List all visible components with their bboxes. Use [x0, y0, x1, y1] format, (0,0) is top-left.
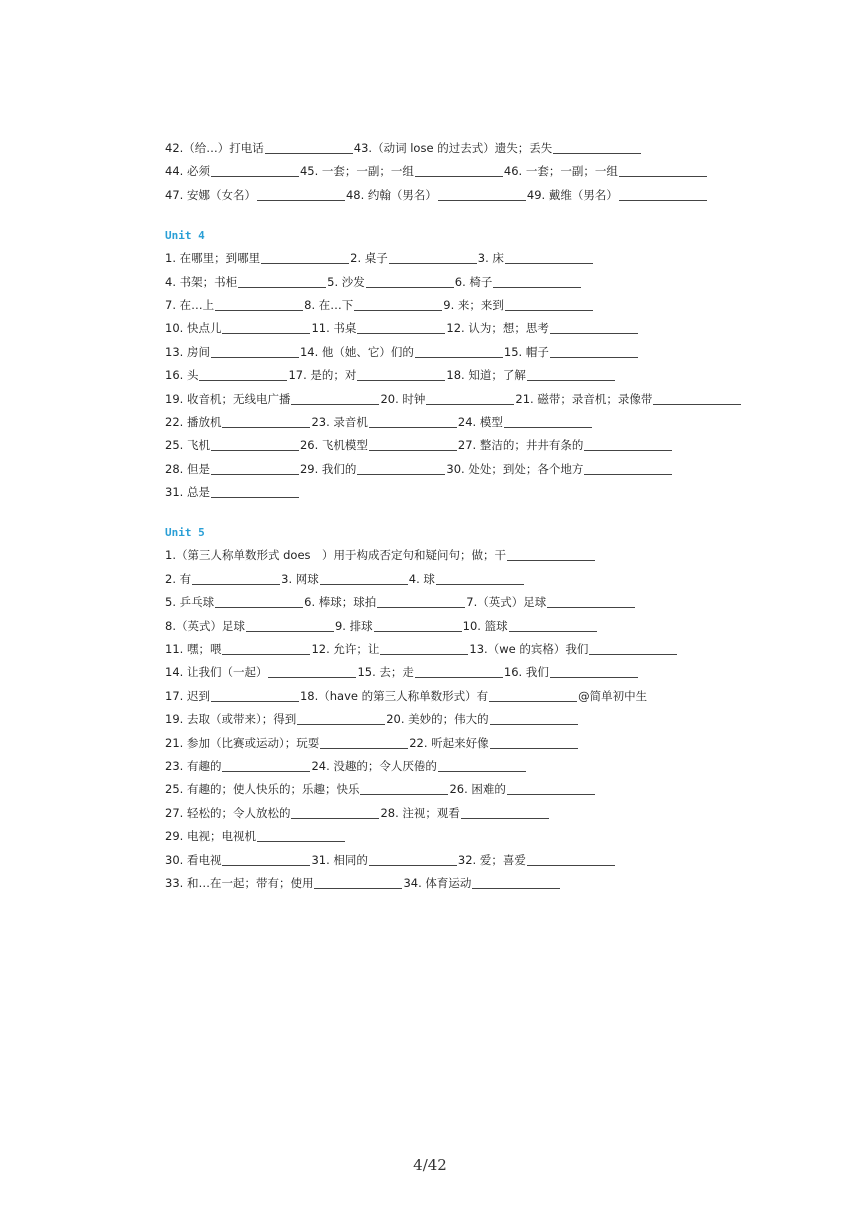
vocab-item: 17. 是的；对: [288, 368, 357, 383]
vocab-item: 1.（第三人称单数形式 does ）用于构成否定句和疑问句；做；干: [165, 548, 507, 563]
vocab-line: [165, 568, 725, 591]
vocab-item: 27. 整洁的；井井有条的: [457, 438, 584, 453]
answer-blank[interactable]: [389, 251, 477, 264]
answer-blank[interactable]: [291, 392, 379, 405]
vocab-item: 25. 有趣的；使人快乐的；乐趣；快乐: [165, 782, 360, 797]
vocab-item: 30. 处处；到处；各个地方: [446, 461, 584, 476]
vocab-item: 14. 让我们（一起）: [165, 665, 268, 680]
vocab-item: 25. 飞机: [165, 438, 210, 453]
vocab-item: 9. 排球: [334, 618, 373, 633]
vocab-item: 7. 在…上: [165, 297, 215, 312]
unit4-section: [165, 247, 725, 504]
vocab-item: 28. 注视；观看: [380, 805, 460, 820]
answer-blank[interactable]: [507, 548, 595, 561]
answer-blank[interactable]: [505, 251, 593, 264]
unit5-section: [165, 544, 725, 895]
answer-blank[interactable]: [653, 392, 741, 405]
answer-blank[interactable]: [369, 853, 457, 866]
answer-blank[interactable]: [438, 188, 526, 201]
answer-blank[interactable]: [426, 392, 514, 405]
vocab-item: 23. 有趣的: [165, 758, 222, 773]
vocab-item: 34. 体育运动: [403, 875, 472, 890]
answer-blank[interactable]: [265, 141, 353, 154]
vocab-line: [165, 755, 725, 778]
vocab-line: [165, 458, 725, 481]
answer-blank[interactable]: [366, 275, 454, 288]
vocab-item: 13.（we 的宾格）我们: [469, 642, 589, 657]
vocab-item: 4. 书架；书柜: [165, 274, 238, 289]
answer-blank[interactable]: [415, 665, 503, 678]
vocab-line: [165, 849, 725, 872]
answer-blank[interactable]: [527, 853, 615, 866]
answer-blank[interactable]: [257, 829, 345, 842]
vocab-item: 10. 篮球: [462, 618, 508, 633]
vocab-line: [165, 160, 725, 183]
answer-blank[interactable]: [257, 188, 345, 201]
answer-blank[interactable]: [415, 164, 503, 177]
answer-blank[interactable]: [261, 251, 349, 264]
vocab-item: 19. 去取（或带来）；得到: [165, 712, 297, 727]
answer-blank[interactable]: [222, 853, 310, 866]
answer-blank[interactable]: [222, 415, 310, 428]
answer-blank[interactable]: [246, 619, 334, 632]
answer-blank[interactable]: [493, 275, 581, 288]
vocab-item: 4. 球: [408, 571, 435, 586]
answer-blank[interactable]: [268, 665, 356, 678]
vocab-line: [165, 615, 725, 638]
answer-blank[interactable]: [320, 572, 408, 585]
vocab-item: 3. 床: [477, 251, 504, 266]
vocab-line: [165, 708, 725, 731]
vocab-item: 9. 来；来到: [443, 297, 504, 312]
vocab-item: 31. 相同的: [311, 852, 368, 867]
vocab-item: 11. 嘿；喂: [165, 642, 222, 657]
vocab-item: 22. 播放机: [165, 414, 222, 429]
vocab-line: [165, 591, 725, 614]
vocab-item: 48. 约翰（男名）: [345, 187, 437, 202]
vocab-item: 13. 房间: [165, 344, 210, 359]
vocab-line: [165, 184, 725, 207]
answer-blank[interactable]: [222, 759, 310, 772]
vocab-line: [165, 411, 725, 434]
vocab-item: 21. 参加（比赛或运动）；玩耍: [165, 735, 320, 750]
vocab-item: 15. 帽子: [503, 344, 549, 359]
answer-blank[interactable]: [550, 345, 638, 358]
vocab-item: 26. 困难的: [449, 782, 506, 797]
page-number: 4/42: [413, 1156, 447, 1174]
vocabulary-content: [165, 137, 725, 895]
vocab-item: 16. 我们: [503, 665, 549, 680]
vocab-item: 2. 有: [165, 571, 192, 586]
answer-blank[interactable]: [291, 806, 379, 819]
vocab-line: [165, 317, 725, 340]
vocab-item: 43.（动词 lose 的过去式）遗失；丢失: [353, 141, 553, 155]
answer-blank[interactable]: [238, 275, 326, 288]
vocab-item: 24. 没趣的；令人厌倦的: [311, 758, 437, 773]
vocab-item: 3. 网球: [281, 571, 319, 586]
vocab-item: 49. 戴维（男名）: [526, 187, 618, 202]
vocab-line: [165, 802, 725, 825]
vocab-item: 23. 录音机: [311, 414, 368, 429]
vocab-item: 19. 收音机；无线电广播: [165, 391, 291, 406]
answer-blank[interactable]: [215, 595, 303, 608]
vocab-item: 6. 椅子: [454, 274, 493, 289]
answer-blank[interactable]: [619, 164, 707, 177]
answer-blank[interactable]: [415, 345, 503, 358]
vocab-line: [165, 732, 725, 755]
vocab-line: [165, 481, 725, 504]
answer-blank[interactable]: [222, 642, 310, 655]
vocab-item: 8.（英式）足球: [165, 618, 245, 633]
answer-blank[interactable]: [320, 736, 408, 749]
vocab-item: 17. 迟到: [165, 688, 210, 703]
answer-blank[interactable]: [211, 345, 299, 358]
vocab-item: 27. 轻松的；令人放松的: [165, 805, 291, 820]
vocab-item: 11. 书桌: [311, 321, 357, 336]
vocab-item: 46. 一套；一副；一组: [503, 164, 618, 179]
vocab-item: 26. 飞机模型: [299, 438, 368, 453]
answer-blank[interactable]: [472, 876, 560, 889]
vocab-item: 6. 棒球；球拍: [304, 595, 377, 610]
vocab-line: [165, 685, 725, 708]
vocab-item: 18.（have 的第三人称单数形式）有: [299, 688, 489, 703]
vocab-line: [165, 364, 725, 387]
vocab-item: 5. 沙发: [327, 274, 365, 289]
answer-blank[interactable]: [192, 572, 280, 585]
vocab-item: 30. 看电视: [165, 852, 222, 867]
answer-blank[interactable]: [369, 438, 457, 451]
answer-blank[interactable]: [211, 164, 299, 177]
vocab-item: 33. 和…在一起；带有；使用: [165, 875, 314, 890]
vocab-item: 14. 他（她、它）们的: [299, 344, 414, 359]
vocab-item: 42.（给…）打电话: [165, 141, 264, 155]
vocab-item: 8. 在…下: [304, 297, 354, 312]
vocab-line: [165, 434, 725, 457]
vocab-line: [165, 247, 725, 270]
answer-blank[interactable]: [584, 438, 672, 451]
answer-blank[interactable]: [297, 712, 385, 725]
answer-blank[interactable]: [354, 298, 442, 311]
vocab-item: 10. 快点儿: [165, 321, 222, 336]
answer-blank[interactable]: [490, 736, 578, 749]
answer-blank[interactable]: [199, 368, 287, 381]
answer-blank[interactable]: [547, 595, 635, 608]
answer-blank[interactable]: [211, 438, 299, 451]
watermark-text: @简单初中生: [578, 688, 648, 703]
vocab-line: [165, 778, 725, 801]
vocab-line: [165, 294, 725, 317]
answer-blank[interactable]: [357, 321, 445, 334]
vocab-item: 28. 但是: [165, 461, 210, 476]
answer-blank[interactable]: [369, 415, 457, 428]
vocab-item: 2. 桌子: [350, 251, 388, 266]
answer-blank[interactable]: [211, 689, 299, 702]
vocab-item: 24. 模型: [457, 414, 503, 429]
answer-blank[interactable]: [550, 321, 638, 334]
vocab-item: 16. 头: [165, 368, 199, 383]
vocab-item: 22. 听起来好像: [409, 735, 489, 750]
vocab-line: [165, 341, 725, 364]
vocab-item: 15. 去；走: [357, 665, 414, 680]
answer-blank[interactable]: [314, 876, 402, 889]
vocab-line: [165, 271, 725, 294]
answer-blank[interactable]: [505, 298, 593, 311]
vocab-item: 21. 磁带；录音机；录像带: [515, 391, 653, 406]
top-section: [165, 137, 725, 207]
vocab-line: [165, 388, 725, 411]
answer-blank[interactable]: [504, 415, 592, 428]
vocab-item: 31. 总是: [165, 485, 210, 500]
answer-blank[interactable]: [360, 782, 448, 795]
answer-blank[interactable]: [509, 619, 597, 632]
vocab-item: 5. 乒乓球: [165, 595, 215, 610]
answer-blank[interactable]: [507, 782, 595, 795]
answer-blank[interactable]: [584, 462, 672, 475]
vocab-item: 29. 我们的: [299, 461, 357, 476]
answer-blank[interactable]: [438, 759, 526, 772]
answer-blank[interactable]: [550, 665, 638, 678]
answer-blank[interactable]: [619, 188, 707, 201]
unit5-title: Unit 5: [165, 526, 205, 540]
answer-blank[interactable]: [490, 712, 578, 725]
unit4-title: Unit 4: [165, 229, 205, 243]
answer-blank[interactable]: [222, 321, 310, 334]
vocab-line: [165, 638, 725, 661]
answer-blank[interactable]: [377, 595, 465, 608]
answer-blank[interactable]: [211, 485, 299, 498]
vocab-item: 44. 必须: [165, 164, 210, 179]
vocab-item: 12. 认为；想；思考: [446, 321, 549, 336]
answer-blank[interactable]: [357, 462, 445, 475]
vocab-item: 45. 一套；一副；一组: [299, 164, 414, 179]
vocab-item: 1. 在哪里；到哪里: [165, 251, 261, 266]
vocab-line: [165, 872, 725, 895]
vocab-item: 20. 美妙的；伟大的: [386, 712, 489, 727]
answer-blank[interactable]: [489, 689, 577, 702]
answer-blank[interactable]: [589, 642, 677, 655]
vocab-line: [165, 661, 725, 684]
vocab-item: 47. 安娜（女名）: [165, 187, 256, 202]
vocab-item: 12. 允许；让: [311, 642, 380, 657]
answer-blank[interactable]: [374, 619, 462, 632]
answer-blank[interactable]: [553, 141, 641, 154]
vocab-line: [165, 825, 725, 848]
vocab-line: [165, 544, 725, 567]
vocab-item: 32. 爱；喜爱: [457, 852, 526, 867]
answer-blank[interactable]: [215, 298, 303, 311]
vocab-line: [165, 137, 725, 160]
answer-blank[interactable]: [461, 806, 549, 819]
vocab-item: 29. 电视；电视机: [165, 829, 256, 844]
answer-blank[interactable]: [380, 642, 468, 655]
vocab-item: 7.（英式）足球: [466, 595, 547, 610]
vocab-item: 20. 时钟: [380, 391, 426, 406]
answer-blank[interactable]: [211, 462, 299, 475]
answer-blank[interactable]: [357, 368, 445, 381]
answer-blank[interactable]: [527, 368, 615, 381]
answer-blank[interactable]: [436, 572, 524, 585]
vocab-item: 18. 知道；了解: [446, 368, 526, 383]
